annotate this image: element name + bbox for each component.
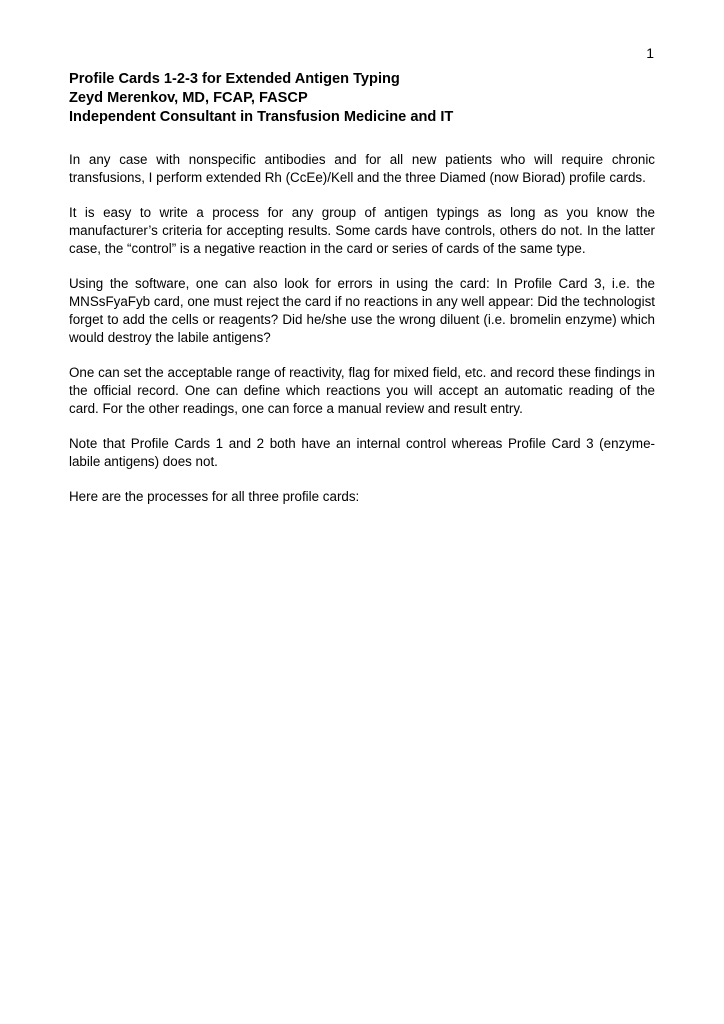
document-body	[69, 151, 655, 523]
paragraph-process-criteria: It is easy to write a process for any group of antigen typings as long as you know the manufacturer’s criteria for accepting results. Some cards have controls, others do not. In the latter case, the “control” is a negative reaction in the card or series of cards of the same type.	[69, 205, 655, 256]
page-number: 1	[646, 45, 654, 61]
paragraph-internal-control: Note that Profile Cards 1 and 2 both have an internal control whereas Profile Card 3 (enzyme-labile antigens) does not.	[69, 436, 655, 469]
paragraph-processes-intro: Here are the processes for all three profile cards:	[69, 489, 360, 504]
document-affiliation: Independent Consultant in Transfusion Medicine and IT	[69, 109, 454, 125]
paragraph-reactivity-range: One can set the acceptable range of reactivity, flag for mixed field, etc. and record these findings in the official record. One can define which reactions you will accept an automatic reading of the card. For the other readings, one can force a manual review and result entry.	[69, 365, 655, 416]
document-title: Profile Cards 1-2-3 for Extended Antigen Typing	[69, 71, 400, 87]
document-author: Zeyd Merenkov, MD, FCAP, FASCP	[69, 90, 308, 106]
document-header	[69, 70, 453, 127]
paragraph-intro: In any case with nonspecific antibodies and for all new patients who will require chronic transfusions, I perform extended Rh (CcEe)/Kell and the three Diamed (now Biorad) profile cards.	[69, 152, 655, 185]
paragraph-error-checking: Using the software, one can also look for errors in using the card: In Profile Card 3, i.e. the MNSsFyaFyb card, one must reject the card if no reactions in any well appear: Did the technologist forget to add the cells or reagents? Did he/she use the wrong diluent (i.e. bromelin enzyme) which would destroy the labile antigens?	[69, 276, 655, 345]
